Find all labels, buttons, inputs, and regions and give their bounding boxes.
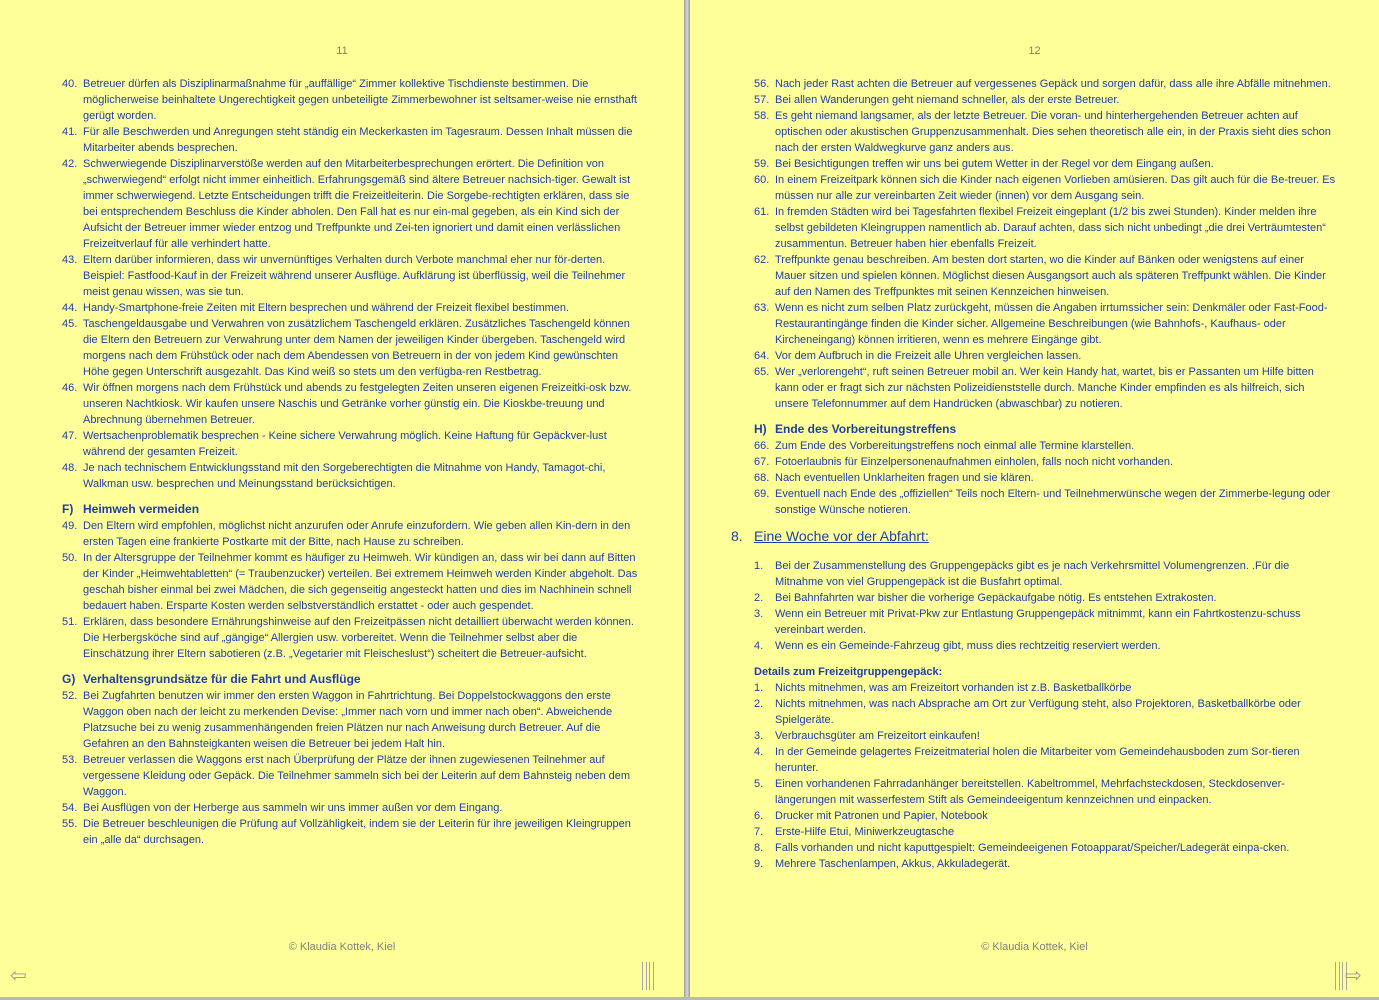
resize-grip-icon[interactable]	[642, 962, 654, 990]
item-number: 1.	[754, 682, 764, 694]
item-text: Einen vorhandenen Fahrradanhänger bereitstellen. Kabeltrommel, Mehrfachsteckdosen, Steckdosenver-längerungen mit wasserfestem Stift als Gemeindeeigentum kennzeichnen und einpacken.	[775, 778, 1285, 806]
list-item	[754, 172, 1338, 204]
list-item	[754, 486, 1338, 518]
list-item	[754, 776, 1338, 808]
list-item	[62, 316, 644, 380]
item-text: Bei Besichtigungen treffen wir uns bei gutem Wetter in der Regel vor dem Eingang außen.	[775, 158, 1214, 170]
item-text: Treffpunkte genau beschreiben. Am besten dort starten, wo die Kinder auf Bänken oder wenigstens auf einer Mauer sitzen und spielen können. Möglichst diesen Ausgangsort auch als späteren Treffpunkt wählen. Die Kinder auf den Namen des Treffpunktes mit seinen Kennzeichen hinweisen.	[775, 254, 1326, 298]
item-number: 40.	[62, 78, 78, 90]
list-item	[754, 840, 1338, 856]
page-content	[62, 76, 644, 848]
item-text: Betreuer verlassen die Waggons erst nach Überprüfung der Plätze der ihnen zugewiesenen Teilnehmer auf vergessene Kleidung oder Gepäck. Die Teilnehmer sammeln sich bei der Leiterin auf dem Bahnsteig neben dem Waggon.	[83, 754, 631, 798]
right-page	[690, 0, 1379, 997]
list-item	[62, 688, 644, 752]
item-number: 44.	[62, 302, 78, 314]
item-text: Wer „verlorengeht“, ruft seinen Betreuer mobil an. Wer kein Handy hat, wartet, bis er Passanten um Hilfe bitten kann oder er fragt sich zur nächsten Polizeidienststelle durch. Manche Kinder empfinden es als hilfreich, sich unsere Telefonnummer auf dem Handrücken (abwaschbar) zu notieren.	[775, 366, 1314, 410]
arrow-left-icon[interactable]: ⇦	[10, 965, 27, 987]
item-number: 8.	[754, 842, 764, 854]
section-letter: G)	[62, 672, 76, 686]
list-item	[754, 856, 1338, 872]
item-number: 3.	[754, 608, 764, 620]
list-item	[62, 550, 644, 614]
left-page	[0, 0, 684, 997]
item-number: 5.	[754, 778, 764, 790]
item-text: Falls vorhanden und nicht kaputtgespielt: Gemeindeeigenen Fotoapparat/Speicher/Ladegerät einpa-cken.	[775, 842, 1290, 854]
item-number: 2.	[754, 592, 764, 604]
item-text: Wenn es ein Gemeinde-Fahrzeug gibt, muss dies rechtzeitig reserviert werden.	[775, 640, 1161, 652]
list-item	[754, 680, 1338, 696]
section-letter: F)	[62, 502, 74, 516]
item-number: 54.	[62, 802, 78, 814]
item-text: Zum Ende des Vorbereitungstreffens noch einmal alle Termine klarstellen.	[775, 440, 1135, 452]
item-text: Bei Zugfahrten benutzen wir immer den ersten Waggon in Fahrtrichtung. Bei Doppelstockwaggons den erste Waggon oben nach der leicht zu merkenden Devise: „Immer nach vorn und immer nach oben“. Abweichende Platzsuche bei zu wenig zusammenhängenden freien Plätzen nur nach Anweisung durch Betreuer. Auf die Gefahren an den Bahnsteigkanten weisen die Betreuer bei jedem Halt hin.	[83, 690, 613, 750]
section-title: Heimweh vermeiden	[83, 502, 200, 516]
item-number: 1.	[754, 560, 764, 572]
item-number: 9.	[754, 858, 764, 870]
item-number: 64.	[754, 350, 770, 362]
item-number: 2.	[754, 698, 764, 710]
item-text: In fremden Städten wird bei Tagesfahrten flexibel Freizeit eingeplant (1/2 bis zwei Stunden). Kinder melden ihre selbst gebildeten Kleingruppen namentlich ab. Darauf achten, dass sich nicht unbedingt „die drei Verträumtesten“ zusammentun. Betreuer haben hier ebenfalls Freizeit.	[775, 206, 1326, 250]
list-item	[62, 518, 644, 550]
list-item	[754, 438, 1338, 454]
item-text: In der Gemeinde gelagertes Freizeitmaterial holen die Mitarbeiter vom Gemeindehausboden zum Sor-tieren herunter.	[775, 746, 1300, 774]
list-item	[754, 744, 1338, 776]
item-text: Vor dem Aufbruch in die Freizeit alle Uhren vergleichen lassen.	[775, 350, 1082, 362]
item-text: Wertsachenproblematik besprechen - Keine sichere Verwahrung möglich. Keine Haftung für Gepäckver-lust während der gesamten Freizeit.	[83, 430, 607, 458]
list-item	[62, 252, 644, 300]
arrow-right-icon[interactable]: ⇨	[1345, 965, 1362, 987]
item-text: Nichts mitnehmen, was nach Absprache am Ort zur Verfügung steht, also Projektoren, Basketballkörbe oder Spielgeräte.	[775, 698, 1301, 726]
list-item	[754, 454, 1338, 470]
item-text: In einem Freizeitpark können sich die Kinder nach eigenen Vorlieben amüsieren. Das gilt auch für die Be-treuer. Es müssen nur alle zur vereinbarten Zeit wieder (innen) vor dem Ausgang sein.	[775, 174, 1336, 202]
chapter-heading	[731, 528, 1338, 544]
list-item	[62, 156, 644, 252]
item-number: 47.	[62, 430, 78, 442]
item-text: Je nach technischem Entwicklungsstand mit den Sorgeberechtigten die Mitnahme von Handy, Tamagot-chi, Walkman usw. besprechen und Meinungsstand berücksichtigen.	[83, 462, 606, 490]
item-number: 52.	[62, 690, 78, 702]
list-item	[62, 76, 644, 124]
list-item	[754, 76, 1338, 92]
item-number: 59.	[754, 158, 770, 170]
item-number: 45.	[62, 318, 78, 330]
list-item	[62, 300, 644, 316]
section-heading	[62, 671, 644, 687]
item-text: Handy-Smartphone-freie Zeiten mit Eltern besprechen und während der Freizeit flexibel bestimmen.	[83, 302, 570, 314]
item-text: Es geht niemand langsamer, als der letzte Betreuer. Die voran- und hinterhergehenden Betreuer achten auf optischen oder akustischen Gruppenzusammenhalt. Dies sehen theoretisch alle ein, in der Praxis sieht dies schon nach der ersten Waldwegkurve ganz anders aus.	[775, 110, 1331, 154]
item-number: 46.	[62, 382, 78, 394]
list-item	[62, 800, 644, 816]
item-text: Bei allen Wanderungen geht niemand schneller, als der erste Betreuer.	[775, 94, 1120, 106]
item-text: Erste-Hilfe Etui, Miniwerkzeugtasche	[775, 826, 955, 838]
item-text: Wenn ein Betreuer mit Privat-Pkw zur Entlastung Gruppengepäck mitnimmt, kann ein Fahrtkostenzu-schuss vereinbart werden.	[775, 608, 1301, 636]
list-item	[754, 204, 1338, 252]
list-item	[754, 590, 1338, 606]
page-number: 12	[1028, 45, 1041, 57]
section-heading	[754, 421, 1338, 437]
section-title: Ende des Vorbereitungstreffens	[775, 422, 957, 436]
chapter-title: Eine Woche vor der Abfahrt:	[754, 528, 929, 544]
chapter-number: 8.	[731, 528, 743, 544]
item-text: Den Eltern wird empfohlen, möglichst nicht anzurufen oder Anrufe einzufordern. Wie geben allen Kin-dern in den ersten Tagen eine frankierte Postkarte mit der Bitte, nach Hause zu schreiben.	[83, 520, 631, 548]
item-number: 42.	[62, 158, 78, 170]
list-item	[754, 108, 1338, 156]
list-item	[62, 460, 644, 492]
item-number: 60.	[754, 174, 770, 186]
list-item	[62, 752, 644, 800]
item-number: 49.	[62, 520, 78, 532]
item-text: Eltern darüber informieren, dass wir unvernünftiges Verhalten durch Verbote manchmal eher nur för-derten. Beispiel: Fastfood-Kauf in der Freizeit während unserer Ausflüge. Aufklärung ist überflüssig, weil die Teilnehmer meist genau wissen, was sie tun.	[83, 254, 626, 298]
item-text: Für alle Beschwerden und Anregungen steht ständig ein Meckerkasten im Tagesraum. Dessen Inhalt müssen die Mitarbeiter abends besprechen.	[83, 126, 633, 154]
list-item	[62, 428, 644, 460]
item-text: Die Betreuer beschleunigen die Prüfung auf Vollzähligkeit, indem sie der Leiterin für ihre jeweiligen Kleingruppen ein „alle da“ durchsagen.	[83, 818, 631, 846]
item-text: Wir öffnen morgens nach dem Frühstück und abends zu festgelegten Zeiten unseren eigenen Freizeitki-osk bzw. unseren Nachtkiosk. Wir kaufen unsere Naschis und Getränke vorher günstig ein. Die Kioskbe-treuung und Abrechnung übernehmen Betreuer.	[83, 382, 632, 426]
item-number: 57.	[754, 94, 770, 106]
item-text: In der Altersgruppe der Teilnehmer kommt es häufiger zu Heimweh. Wir kündigen an, dass wir bei dann auf Bitten der Kinder „Heimwehtabletten“ (= Traubenzucker) verteilen. Bei extremem Heimweh werden Kinder abgeholt. Das geschah bisher einmal bei zwei Mädchen, die sich gegenseitig angesteckt hatten und dies im Nachhinein schnell bedauert haben. Ersparte Kosten werden selbstverständlich erstattet - oder auch gespendet.	[83, 552, 638, 612]
item-text: Drucker mit Patronen und Papier, Notebook	[775, 810, 988, 822]
item-text: Betreuer dürfen als Disziplinarmaßnahme für „auffällige“ Zimmer kollektive Tischdienste bestimmen. Die möglicherweise beinhaltete Ungerechtigkeit gegen unbeteiligte Zimmerbewohner ist seltsamer-weise nie ernsthaft gerügt worden.	[83, 78, 637, 122]
list-item	[62, 614, 644, 662]
item-number: 43.	[62, 254, 78, 266]
item-number: 61.	[754, 206, 770, 218]
item-text: Fotoerlaubnis für Einzelpersonenaufnahmen einholen, falls noch nicht vorhanden.	[775, 456, 1174, 468]
item-number: 55.	[62, 818, 78, 830]
item-text: Bei Ausflügen von der Herberge aus sammeln wir uns immer außen vor dem Eingang.	[83, 802, 503, 814]
item-number: 62.	[754, 254, 770, 266]
section-heading	[62, 501, 644, 517]
list-item	[754, 808, 1338, 824]
item-text: Bei Bahnfahrten war bisher die vorherige Gepäckaufgabe nötig. Es entstehen Extrakosten.	[775, 592, 1217, 604]
item-text: Taschengeldausgabe und Verwahren von zusätzlichem Taschengeld erklären. Zusätzliches Taschengeld können die Eltern den Betreuern zur Verwahrung unter dem Namen der jeweiligen Kinder übergeben. Taschengeld wird morgens nach dem Frühstück oder nach dem Abendessen von Betreuern in der von jedem Kind gewünschten Höhe gegen Unterschrift ausgezahlt. Das Kind weiß so stets um den verfügba-ren Restbetrag.	[83, 318, 630, 378]
list-item	[754, 252, 1338, 300]
item-number: 6.	[754, 810, 764, 822]
list-item	[754, 728, 1338, 744]
list-item	[754, 156, 1338, 172]
list-item	[754, 824, 1338, 840]
item-number: 50.	[62, 552, 78, 564]
item-number: 67.	[754, 456, 770, 468]
details-heading: Details zum Freizeitgruppengepäck:	[754, 666, 943, 678]
item-number: 4.	[754, 746, 764, 758]
list-item	[754, 300, 1338, 348]
item-number: 65.	[754, 366, 770, 378]
page-number: 11	[336, 45, 348, 57]
item-number: 66.	[754, 440, 770, 452]
page-content	[731, 76, 1338, 872]
item-text: Wenn es nicht zum selben Platz zurückgeht, müssen die Angaben irrtumssicher sein: Denkmäler oder Fast-Food-Restaurantingänge finden die Kinder sicher. Allgemeine Beschreibungen (wie Bahnhofs-, Kaufhaus- oder Kircheneingang) können irritieren, wenn es mehrere Eingänge gibt.	[775, 302, 1328, 346]
item-text: Mehrere Taschenlampen, Akkus, Akkuladegerät.	[775, 858, 1011, 870]
item-text: Erklären, dass besondere Ernährungshinweise auf den Freizeitpässen nicht detailliert überwacht werden können. Die Herbergsköche sind auf „gängige“ Allergien usw. vorbereitet. Wenn die Teilnehmer selbst aber die Einschätzung ihrer Eltern sabotieren (z.B. „Vegetarier mit Fleischeslust“) scheitert die Betreuer-aufsicht.	[83, 616, 634, 660]
item-text: Nach eventuellen Unklarheiten fragen und sie klären.	[775, 472, 1034, 484]
item-number: 69.	[754, 488, 770, 500]
list-item	[754, 696, 1338, 728]
item-number: 68.	[754, 472, 770, 484]
section-title: Verhaltensgrundsätze für die Fahrt und Ausflüge	[83, 672, 361, 686]
list-item	[754, 92, 1338, 108]
list-item	[62, 380, 644, 428]
page-footer: © Klaudia Kottek, Kiel	[981, 941, 1088, 953]
list-item	[754, 364, 1338, 412]
item-text: Nach jeder Rast achten die Betreuer auf vergessenes Gepäck und sorgen dafür, dass alle ihre Abfälle mitnehmen.	[775, 78, 1331, 90]
item-number: 48.	[62, 462, 78, 474]
list-item	[754, 558, 1338, 590]
item-number: 58.	[754, 110, 770, 122]
item-number: 7.	[754, 826, 764, 838]
item-text: Bei der Zusammenstellung des Gruppengepäcks gibt es je nach Verkehrsmittel Volumengrenzen. .Für die Mitnahme von viel Gruppengepäck ist die Busfahrt optimal.	[775, 560, 1290, 588]
item-number: 4.	[754, 640, 764, 652]
list-item	[62, 124, 644, 156]
list-item	[754, 606, 1338, 638]
item-number: 3.	[754, 730, 764, 742]
list-item	[754, 638, 1338, 654]
item-number: 41.	[62, 126, 78, 138]
item-text: Schwerwiegende Disziplinarverstöße werden auf den Mitarbeiterbesprechungen erörtert. Die Definition von „schwerwiegend“ erfolgt nicht immer einheitlich. Erfahrungsgemäß sind ältere Betreuer nachsich-tiger. Gewalt ist immer schwerwiegend. Letzte Entscheidungen trifft die Freizeitleiterin. Die Sorgebe-rechtigten erklären, dass sie bei entsprechendem Beschluss die Kinder abholen. Den Fall hat es nur ein-mal gegeben, als ein Kind sich der Aufsicht der Betreuer immer wieder entzog und Treffpunkte und Zei-ten ignoriert und damit einen verlässlichen Freizeitverlauf für alle verhindert hatte.	[83, 158, 631, 250]
item-text: Nichts mitnehmen, was am Freizeitort vorhanden ist z.B. Basketballkörbe	[775, 682, 1132, 694]
item-text: Verbrauchsgüter am Freizeitort einkaufen!	[775, 730, 980, 742]
item-number: 51.	[62, 616, 78, 628]
list-item	[62, 816, 644, 848]
page-footer: © Klaudia Kottek, Kiel	[288, 941, 396, 953]
item-number: 53.	[62, 754, 78, 766]
list-item	[754, 348, 1338, 364]
item-number: 56.	[754, 78, 770, 90]
list-item	[754, 470, 1338, 486]
section-letter: H)	[754, 422, 767, 436]
item-text: Eventuell nach Ende des „offiziellen“ Teils noch Eltern- und Teilnehmerwünsche wegen der Zimmerbe-legung oder sonstige Wünsche notieren.	[775, 488, 1331, 516]
item-number: 63.	[754, 302, 770, 314]
